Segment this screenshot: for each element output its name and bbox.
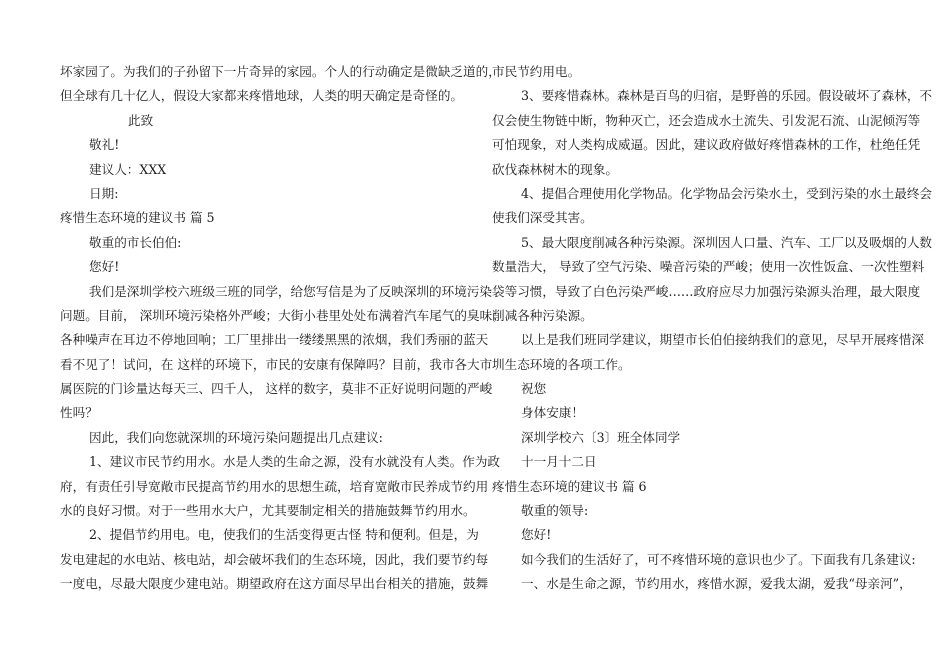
text-line: 深圳学校六〔3〕班全体同学 <box>521 429 681 445</box>
text-line: 建议人：XXX <box>89 161 167 177</box>
text-line: 看不见了！试问，在 这样的环境下，市民的安康有保障吗？目前，我市各大市 <box>60 356 493 372</box>
text-line: 一、水是生命之源，节约用水，疼惜水源，爱我太湖，爱我“母亲河”， <box>521 576 912 592</box>
text-line: 市民节约用电。 <box>492 64 581 79</box>
text-line: 祝您 <box>521 381 547 397</box>
text-line: 各种噪声在耳边不停地回响；工厂里排出一缕缕黑黑的浓烟，我们秀丽的蓝天 <box>60 332 489 348</box>
text-line: 府，有责任引导宽敞市民提高节约用水的思想生疏，培育宽敞市民养成节约用 <box>60 478 489 494</box>
right-text-column <box>492 60 933 597</box>
text-line: 削减各种污染源。 <box>492 307 593 323</box>
text-line: 仅会使生物链中断，物种灭亡，还会造成水土流失、引发泥石流、山泥倾泻等 <box>492 112 921 128</box>
text-line: 砍伐森林树木的现象。 <box>492 161 618 177</box>
text-line: 因此，我们向您就深圳的环境污染问题提出几点建议: <box>89 429 383 445</box>
text-line: 以上是我们班同学建议，期望市长伯伯接纳我们的意见，尽早开展疼惜深 <box>521 332 924 348</box>
text-line: 3、要疼惜森林。森林是百鸟的归宿，是野兽的乐园。假设破坏了森林，不 <box>521 88 933 104</box>
text-line: 如今我们的生活好了，可不疼惜环境的意识也少了。下面我有几条建议: <box>521 551 916 567</box>
text-line: 疼惜生态环境的建议书 篇 5 <box>60 210 215 226</box>
text-line: 您好! <box>89 259 120 275</box>
text-line: 敬重的市长伯伯: <box>89 234 182 250</box>
text-line: 4、提倡合理使用化学物品。化学物品会污染水土，受到污染的水土最终会 <box>521 185 933 201</box>
text-line: 使我们深受其害。 <box>492 210 593 226</box>
left-text-column <box>60 60 505 597</box>
text-line: 一度电，尽最大限度少建电站。期望政府在这方面尽早出台相关的措施，鼓舞 <box>60 576 489 592</box>
text-line: 数量浩大， 导致了空气污染、噪音污染的严峻；使用一次性饭盒、一次性塑料 <box>492 259 925 275</box>
text-line: 可怕现象，对人类构成威逼。因此，建议政府做好疼惜森林的工作，杜绝任凭 <box>492 137 921 153</box>
text-line: 十一月十二日 <box>521 454 597 470</box>
text-line: 此致 <box>128 112 154 128</box>
text-line: 1、建议市民节约用水。水是人类的生命之源，没有水就没有人类。作为政 <box>89 454 501 470</box>
text-line: 敬重的领导: <box>521 503 589 519</box>
text-line: 您好! <box>521 527 552 543</box>
text-line: 我们是深圳学校六班级三班的同学，给您写信是为了反映深圳的环境污染 <box>89 283 492 299</box>
text-line: 问题。目前， 深圳环境污染格外严峻；大街小巷里处处布满着汽车尾气的臭味； <box>60 307 505 323</box>
text-line: 2、提倡节约用电。电，使我们的生活变得更古怪 特和便利。但是，为 <box>89 527 479 543</box>
text-line: 疼惜生态环境的建议书 篇 6 <box>492 478 647 494</box>
text-line: 身体安康！ <box>521 405 584 421</box>
text-line: 水的良好习惯。对于一些用水大户，尤其要制定相关的措施鼓舞节约用水。 <box>60 503 476 519</box>
text-line: 性吗？ <box>60 405 98 421</box>
text-line: 袋等习惯，导致了白色污染严峻……政府应尽力加强污染源头治理，最大限度 <box>492 283 921 299</box>
text-line: 敬礼! <box>89 137 120 153</box>
text-line: 日期: <box>89 185 119 201</box>
text-line: 圳生态环境的各项工作。 <box>492 356 631 372</box>
text-line: 发电建起的水电站、核电站，却会破坏我们的生态环境，因此，我们要节约每 <box>60 551 489 567</box>
text-line: 5、最大限度削减各种污染源。深圳因人口量、汽车、工厂以及吸烟的人数 <box>521 234 933 250</box>
text-line: 属医院的门诊量达每天三、四千人， 这样的数字，莫非不正好说明问题的严峻 <box>60 381 493 397</box>
text-line: 但全球有几十亿人，假设大家都来疼惜地球，人类的明天确定是奇怪的。 <box>60 88 463 104</box>
text-line: 坏家园了。为我们的子孙留下一片奇异的家园。个人的行动确定是微缺乏道的， <box>60 64 501 79</box>
